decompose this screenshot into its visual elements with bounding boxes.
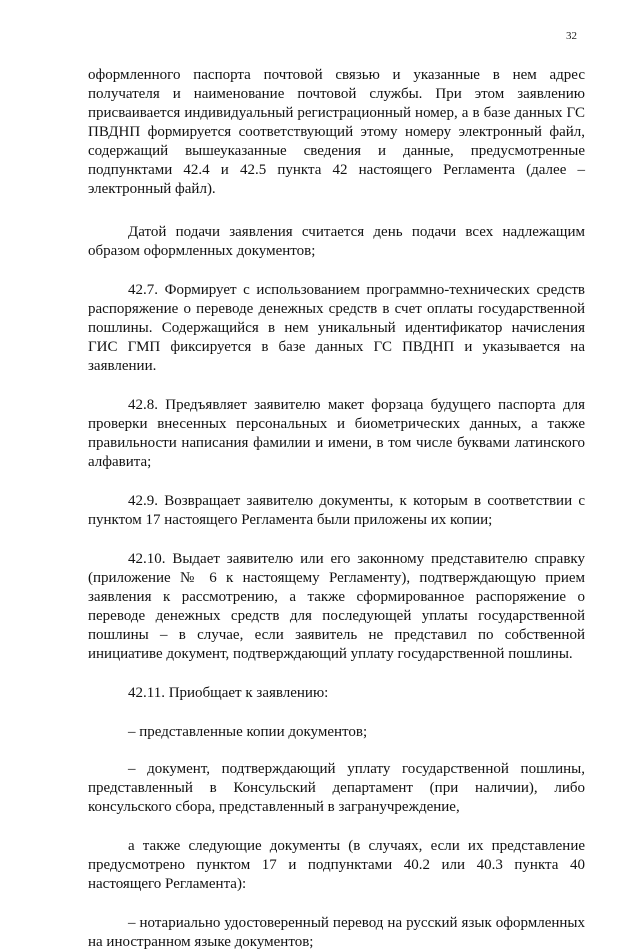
paragraph-42-9: 42.9. Возвращает заявителю документы, к которым в соответствии с пунктом 17 настоящего Регламента были приложены их копии; (88, 493, 585, 528)
paragraph-42-8: 42.8. Предъявляет заявителю макет форзаца будущего паспорта для проверки внесенных персональных и биометрических данных, а также правильности написания фамилии и имени, в том числе буквами латинского алфавита; (88, 397, 585, 470)
list-item-notarized-translation: – нотариально удостоверенный перевод на русский язык оформленных на иностранном языке документов; (88, 915, 585, 950)
paragraph-passport-delivery: оформленного паспорта почтовой связью и указанные в нем адрес получателя и наименование почтовой службы. При этом заявлению присваивается индивидуальный регистрационный номер, а в базе данных ГС ПВДНП формируется соответствующий этому номеру электронный файл, содержащий вышеуказанные сведения и данные, предусмотренные подпунктами 42.4 и 42.5 пункта 42 настоящего Регламента (далее – электронный файл). (88, 67, 585, 197)
paragraph-42-11: 42.11. Приобщает к заявлению: (128, 685, 329, 701)
document-body (88, 66, 585, 952)
paragraph-additional-documents: а также следующие документы (в случаях, если их представление предусмотрено пунктом 17 и подпунктами 40.2 или 40.3 пункта 40 настоящего Регламента): (88, 838, 585, 892)
paragraph-submission-date: Датой подачи заявления считается день подачи всех надлежащим образом оформленных документов; (88, 224, 585, 259)
paragraph-42-7: 42.7. Формирует с использованием программно-технических средств распоряжение о переводе денежных средств в счет оплаты государственной пошлины. Содержащийся в нем уникальный идентификатор начисления ГИС ГМП фиксируется в базе данных ГС ПВДНП и указывается на заявлении. (88, 282, 585, 374)
page-number: 32 (566, 30, 577, 42)
paragraph-42-10: 42.10. Выдает заявителю или его законному представителю справку (приложение № 6 к настоящему Регламенту), подтверждающую прием заявления к рассмотрению, а также сформированное распоряжение о переводе денежных средств для последующей уплаты государственной пошлины – в случае, если заявитель не представил по собственной инициативе документ, подтверждающий уплату государственной пошлины. (88, 551, 585, 662)
list-item-copies: – представленные копии документов; (128, 724, 368, 740)
list-item-fee-document: – документ, подтверждающий уплату государственной пошлины, представленный в Консульский департамент (при наличии), либо консульского сбора, представленный в загранучреждение, (88, 761, 585, 815)
